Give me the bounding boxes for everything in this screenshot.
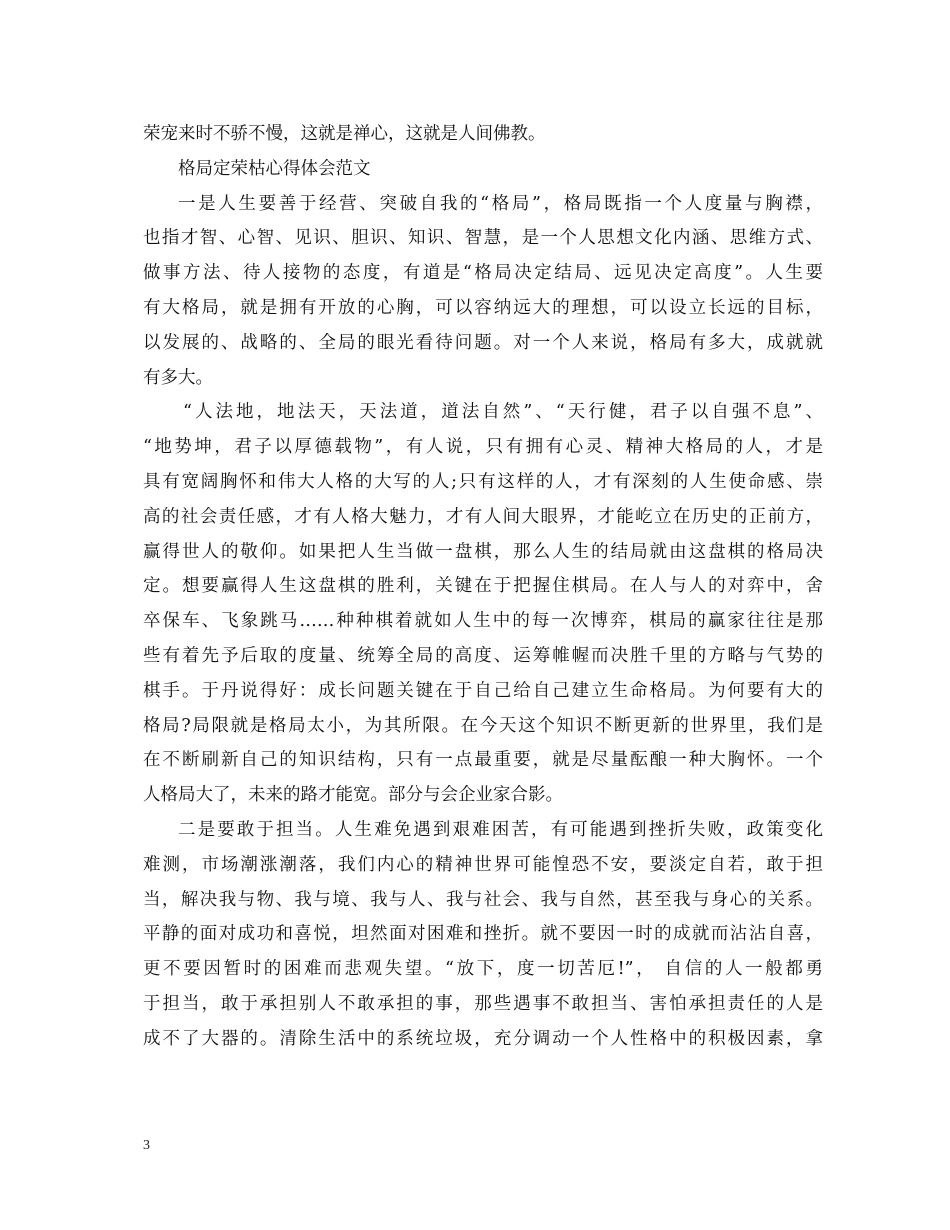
text-line: 也指才智、心智、见识、胆识、知识、智慧，是一个人思想文化内涵、思维方式、 [143, 228, 823, 249]
text-line: 做事方法、待人接物的态度，有道是“格局决定结局、远见决定高度”。人生要 [143, 263, 823, 284]
text-line: 格局?局限就是格局太小，为其所限。在今天这个知识不断更新的世界里，我们是 [143, 715, 823, 736]
text-line: 定。想要赢得人生这盘棋的胜利，关键在于把握住棋局。在人与人的对弈中，舍 [143, 576, 823, 597]
text-line: 二是要敢于担当。人生难免遇到艰难困苦，有可能遇到挫折失败，政策变化 [178, 819, 823, 840]
text-line: “地势坤，君子以厚德载物”，有人说，只有拥有心灵、精神大格局的人，才是 [143, 437, 823, 458]
text-line: 人格局大了，未来的路才能宽。部分与会企业家合影。 [143, 785, 563, 806]
text-line: 于担当，敢于承担别人不敢承担的事，那些遇事不敢担当、害怕承担责任的人是 [143, 993, 823, 1014]
document-body [143, 117, 823, 1057]
text-line: 难测，市场潮涨潮落，我们内心的精神世界可能惶恐不安，要淡定自若，敢于担 [143, 854, 823, 875]
text-line: 有多大。 [143, 367, 213, 388]
text-line: 更不要因暂时的困难而悲观失望。“放下，度一切苦厄!”， 自信的人一般都勇 [143, 959, 823, 980]
text-line: 棋手。于丹说得好：成长问题关键在于自己给自己建立生命格局。为何要有大的 [143, 680, 823, 701]
text-line: 高的社会责任感，才有人格大魅力，才有人间大眼界，才能屹立在历史的正前方， [143, 506, 823, 527]
text-line: 赢得世人的敬仰。如果把人生当做一盘棋，那么人生的结局就由这盘棋的格局决 [143, 541, 823, 562]
text-line: 有大格局，就是拥有开放的心胸，可以容纳远大的理想，可以设立长远的目标， [143, 297, 823, 318]
text-line: 成不了大器的。清除生活中的系统垃圾，充分调动一个人性格中的积极因素，拿 [143, 1028, 823, 1049]
text-line: 具有宽阔胸怀和伟大人格的大写的人;只有这样的人，才有深刻的人生使命感、崇 [143, 471, 823, 492]
page-number: 3 [143, 1138, 150, 1153]
text-line: 平静的面对成功和喜悦，坦然面对困难和挫折。就不要因一时的成就而沾沾自喜， [143, 924, 823, 945]
text-line: 以发展的、战略的、全局的眼光看待问题。对一个人来说，格局有多大，成就就 [143, 332, 823, 353]
text-line: 卒保车、飞象跳马……种种棋着就如人生中的每一次博弈，棋局的赢家往往是那 [143, 611, 823, 632]
text-line: 些有着先予后取的度量、统筹全局的高度、运筹帷幄而决胜千里的方略与气势的 [143, 645, 823, 666]
text-line: 在不断刷新自己的知识结构，只有一点最重要，就是尽量酝酿一种大胸怀。一个 [143, 750, 823, 771]
text-line: “人法地，地法天，天法道，道法自然”、“天行健，君子以自强不息”、 [183, 402, 823, 423]
text-line: 当，解决我与物、我与境、我与人、我与社会、我与自然，甚至我与身心的关系。 [143, 889, 823, 910]
section-heading: 格局定荣枯心得体会范文 [178, 158, 371, 179]
text-line: 荣宠来时不骄不慢，这就是禅心，这就是人间佛教。 [143, 124, 546, 144]
text-line: 一是人生要善于经营、突破自我的“格局”，格局既指一个人度量与胸襟， [178, 193, 823, 214]
